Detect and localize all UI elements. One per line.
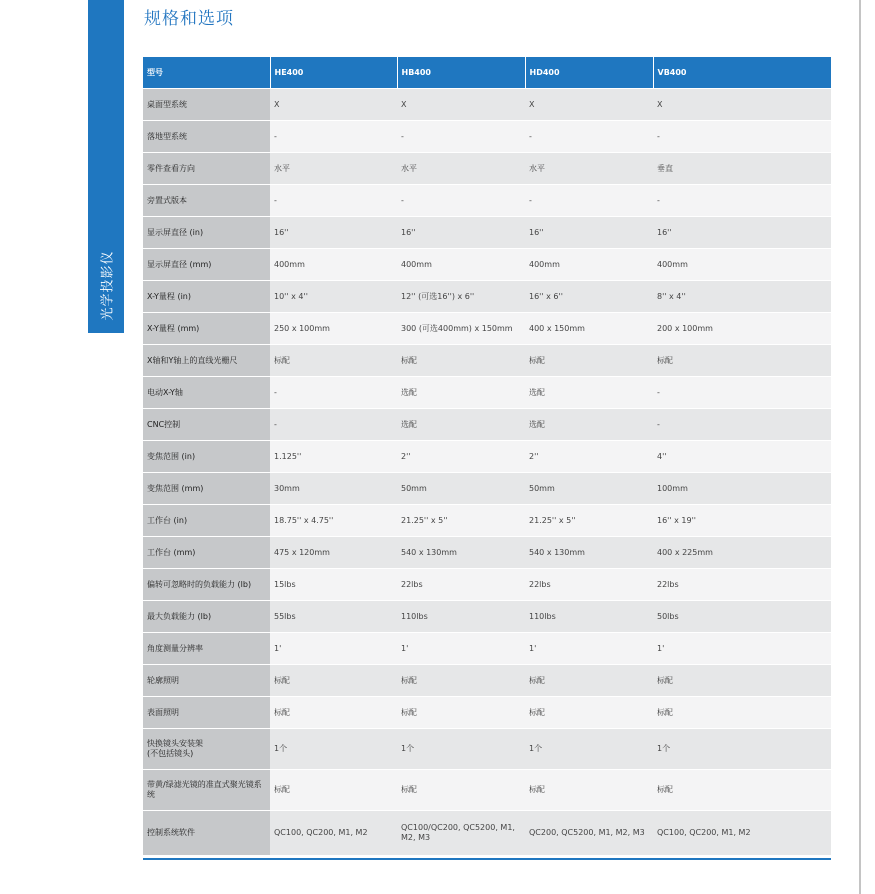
cell-vb400: 标配	[653, 345, 831, 377]
cell-hd400: 21.25'' x 5''	[525, 505, 653, 537]
table-row	[143, 281, 831, 313]
table-row	[143, 770, 831, 811]
cell-hd400: 16''	[525, 217, 653, 249]
table-row	[143, 811, 831, 856]
cell-he400: -	[270, 409, 397, 441]
table-row	[143, 409, 831, 441]
row-label: 变焦范围 (in)	[143, 441, 270, 473]
cell-he400: 标配	[270, 665, 397, 697]
header-vb400: VB400	[653, 57, 831, 89]
row-label: 显示屏直径 (in)	[143, 217, 270, 249]
cell-hb400: 选配	[397, 377, 525, 409]
cell-hd400: 22lbs	[525, 569, 653, 601]
cell-hd400: 540 x 130mm	[525, 537, 653, 569]
cell-he400: 标配	[270, 697, 397, 729]
cell-hd400: 选配	[525, 409, 653, 441]
cell-hd400: 1个	[525, 729, 653, 770]
spec-table	[143, 57, 831, 855]
cell-vb400: 垂直	[653, 153, 831, 185]
cell-vb400: 50lbs	[653, 601, 831, 633]
row-label: 工作台 (mm)	[143, 537, 270, 569]
cell-vb400: 400mm	[653, 249, 831, 281]
cell-hd400: 标配	[525, 665, 653, 697]
table-row	[143, 601, 831, 633]
cell-he400: 标配	[270, 345, 397, 377]
row-label: 偏转可忽略时的负载能力 (lb)	[143, 569, 270, 601]
cell-he400: 15lbs	[270, 569, 397, 601]
cell-he400: 30mm	[270, 473, 397, 505]
cell-vb400: QC100, QC200, M1, M2	[653, 811, 831, 856]
row-label: X-Y量程 (mm)	[143, 313, 270, 345]
page-title: 规格和选项	[144, 9, 234, 29]
cell-vb400: 22lbs	[653, 569, 831, 601]
cell-hd400: 标配	[525, 770, 653, 811]
row-label: X轴和Y轴上的直线光栅尺	[143, 345, 270, 377]
cell-hb400: 21.25'' x 5''	[397, 505, 525, 537]
cell-hb400: 400mm	[397, 249, 525, 281]
cell-hb400: 12'' (可选16'') x 6''	[397, 281, 525, 313]
table-row	[143, 121, 831, 153]
cell-he400: 水平	[270, 153, 397, 185]
cell-hb400: 16''	[397, 217, 525, 249]
cell-hb400: 1'	[397, 633, 525, 665]
row-label: 变焦范围 (mm)	[143, 473, 270, 505]
page-edge-rule	[859, 0, 861, 894]
cell-vb400: 1'	[653, 633, 831, 665]
row-label: 零件查看方向	[143, 153, 270, 185]
cell-hb400: -	[397, 185, 525, 217]
cell-hb400: 2''	[397, 441, 525, 473]
cell-vb400: 200 x 100mm	[653, 313, 831, 345]
cell-hb400: 标配	[397, 665, 525, 697]
cell-he400: 400mm	[270, 249, 397, 281]
cell-hb400: X	[397, 89, 525, 121]
row-label: 控制系统软件	[143, 811, 270, 856]
cell-hd400: X	[525, 89, 653, 121]
cell-vb400: X	[653, 89, 831, 121]
table-row	[143, 185, 831, 217]
cell-he400: 1个	[270, 729, 397, 770]
row-label: 桌面型系统	[143, 89, 270, 121]
cell-hb400: 1个	[397, 729, 525, 770]
cell-he400: 1'	[270, 633, 397, 665]
cell-vb400: -	[653, 409, 831, 441]
cell-he400: -	[270, 185, 397, 217]
cell-he400: 475 x 120mm	[270, 537, 397, 569]
cell-hb400: 300 (可选400mm) x 150mm	[397, 313, 525, 345]
row-label: 带黄/绿滤光镜的准直式聚光镜系统	[143, 770, 270, 811]
cell-he400: X	[270, 89, 397, 121]
row-label: 最大负载能力 (lb)	[143, 601, 270, 633]
table-header-row	[143, 57, 831, 89]
row-label: 旁置式版本	[143, 185, 270, 217]
cell-vb400: -	[653, 121, 831, 153]
side-tab-label	[88, 240, 124, 330]
cell-hd400: -	[525, 185, 653, 217]
cell-vb400: 标配	[653, 770, 831, 811]
row-label: X-Y量程 (in)	[143, 281, 270, 313]
header-hd400: HD400	[525, 57, 653, 89]
cell-he400: -	[270, 377, 397, 409]
header-model: 型号	[143, 57, 270, 89]
cell-vb400: 标配	[653, 697, 831, 729]
cell-vb400: 16'' x 19''	[653, 505, 831, 537]
table-row	[143, 249, 831, 281]
cell-he400: 55lbs	[270, 601, 397, 633]
table-row	[143, 505, 831, 537]
table-row	[143, 537, 831, 569]
row-label: 电动X-Y轴	[143, 377, 270, 409]
cell-hd400: 400mm	[525, 249, 653, 281]
cell-hb400: 110lbs	[397, 601, 525, 633]
cell-hb400: 水平	[397, 153, 525, 185]
cell-hd400: -	[525, 121, 653, 153]
cell-hd400: 选配	[525, 377, 653, 409]
table-row	[143, 697, 831, 729]
table-row	[143, 729, 831, 770]
table-row	[143, 89, 831, 121]
table-row	[143, 217, 831, 249]
cell-hb400: 标配	[397, 697, 525, 729]
cell-hb400: 选配	[397, 409, 525, 441]
cell-hb400: 标配	[397, 770, 525, 811]
cell-vb400: 400 x 225mm	[653, 537, 831, 569]
cell-he400: 250 x 100mm	[270, 313, 397, 345]
cell-vb400: 8'' x 4''	[653, 281, 831, 313]
cell-vb400: -	[653, 185, 831, 217]
cell-hb400: 540 x 130mm	[397, 537, 525, 569]
cell-he400: 10'' x 4''	[270, 281, 397, 313]
header-hb400: HB400	[397, 57, 525, 89]
table-row	[143, 441, 831, 473]
row-label: CNC控制	[143, 409, 270, 441]
table-row	[143, 153, 831, 185]
cell-hd400: 水平	[525, 153, 653, 185]
cell-vb400: 4''	[653, 441, 831, 473]
cell-hd400: 2''	[525, 441, 653, 473]
table-row	[143, 569, 831, 601]
cell-hd400: 标配	[525, 345, 653, 377]
cell-hd400: 标配	[525, 697, 653, 729]
cell-vb400: 100mm	[653, 473, 831, 505]
table-row	[143, 665, 831, 697]
cell-hb400: 标配	[397, 345, 525, 377]
table-bottom-rule	[143, 858, 831, 860]
side-tab-text: 光学投影仪	[100, 249, 116, 321]
table-row	[143, 473, 831, 505]
cell-hd400: 50mm	[525, 473, 653, 505]
row-label: 快换镜头安装架 (不包括镜头)	[143, 729, 270, 770]
cell-he400: 1.125''	[270, 441, 397, 473]
cell-he400: QC100, QC200, M1, M2	[270, 811, 397, 856]
table-row	[143, 633, 831, 665]
cell-he400: 16''	[270, 217, 397, 249]
row-label: 表面照明	[143, 697, 270, 729]
cell-hd400: 1'	[525, 633, 653, 665]
cell-he400: -	[270, 121, 397, 153]
cell-vb400: 标配	[653, 665, 831, 697]
cell-vb400: 1个	[653, 729, 831, 770]
table-body	[143, 89, 831, 856]
row-label: 角度测量分辨率	[143, 633, 270, 665]
cell-hb400: 50mm	[397, 473, 525, 505]
cell-he400: 18.75'' x 4.75''	[270, 505, 397, 537]
row-label: 轮廓照明	[143, 665, 270, 697]
cell-hd400: QC200, QC5200, M1, M2, M3	[525, 811, 653, 856]
header-he400: HE400	[270, 57, 397, 89]
cell-vb400: 16''	[653, 217, 831, 249]
table-row	[143, 313, 831, 345]
cell-hb400: QC100/QC200, QC5200, M1, M2, M3	[397, 811, 525, 856]
cell-hb400: 22lbs	[397, 569, 525, 601]
table-row	[143, 377, 831, 409]
row-label: 工作台 (in)	[143, 505, 270, 537]
cell-he400: 标配	[270, 770, 397, 811]
table-row	[143, 345, 831, 377]
cell-hd400: 400 x 150mm	[525, 313, 653, 345]
cell-hd400: 110lbs	[525, 601, 653, 633]
cell-hd400: 16'' x 6''	[525, 281, 653, 313]
cell-vb400: -	[653, 377, 831, 409]
row-label: 落地型系统	[143, 121, 270, 153]
row-label: 显示屏直径 (mm)	[143, 249, 270, 281]
cell-hb400: -	[397, 121, 525, 153]
